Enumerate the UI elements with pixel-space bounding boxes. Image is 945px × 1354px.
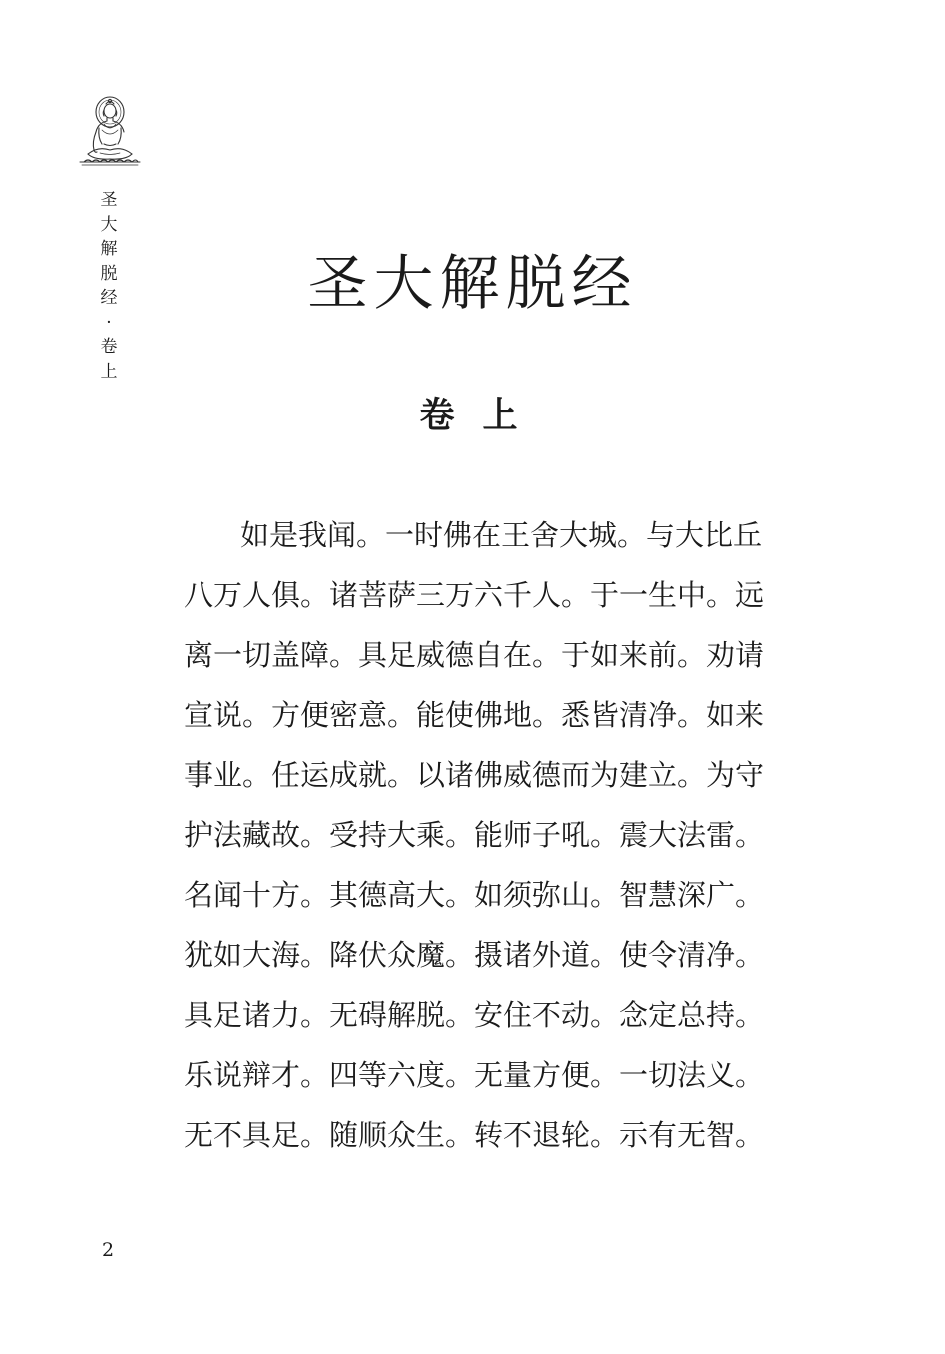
body-text — [184, 505, 764, 1165]
text-line: 护法藏故。受持大乘。能师子吼。震大法雷。 — [184, 818, 765, 852]
text-line: 如是我闻。一时佛在王舍大城。与大比丘 — [240, 518, 763, 552]
text-line: 事业。任运成就。以诸佛威德而为建立。为守 — [184, 758, 765, 792]
page-title: 圣大解脱经 — [307, 249, 638, 319]
text-line: 宣说。方便密意。能使佛地。悉皆清净。如来 — [184, 698, 765, 732]
text-line: 离一切盖障。具足威德自在。于如来前。劝请 — [184, 638, 765, 672]
running-head-char: 脱 — [100, 263, 118, 284]
text-line: 乐说辩才。四等六度。无量方便。一切法义。 — [184, 1058, 765, 1092]
running-head-char: · — [106, 312, 112, 333]
running-head-char: 经 — [100, 288, 118, 308]
chapter-title: 卷上 — [419, 395, 546, 436]
text-line: 犹如大海。降伏众魔。摄诸外道。使令清净。 — [184, 938, 765, 972]
seated-buddha-icon — [74, 92, 146, 170]
running-head-char: 上 — [100, 361, 118, 382]
text-line: 八万人俱。诸菩萨三万六千人。于一生中。远 — [184, 578, 765, 612]
running-head-char: 卷 — [100, 337, 118, 357]
running-head-char: 解 — [100, 239, 118, 259]
running-head-char: 圣 — [100, 190, 118, 210]
text-line: 具足诸力。无碍解脱。安住不动。念定总持。 — [184, 998, 765, 1032]
text-line: 无不具足。随顺众生。转不退轮。示有无智。 — [184, 1118, 765, 1152]
running-head-char: 大 — [100, 214, 118, 235]
page-number: 2 — [102, 1239, 115, 1261]
text-line: 名闻十方。其德高大。如须弥山。智慧深广。 — [184, 878, 765, 912]
